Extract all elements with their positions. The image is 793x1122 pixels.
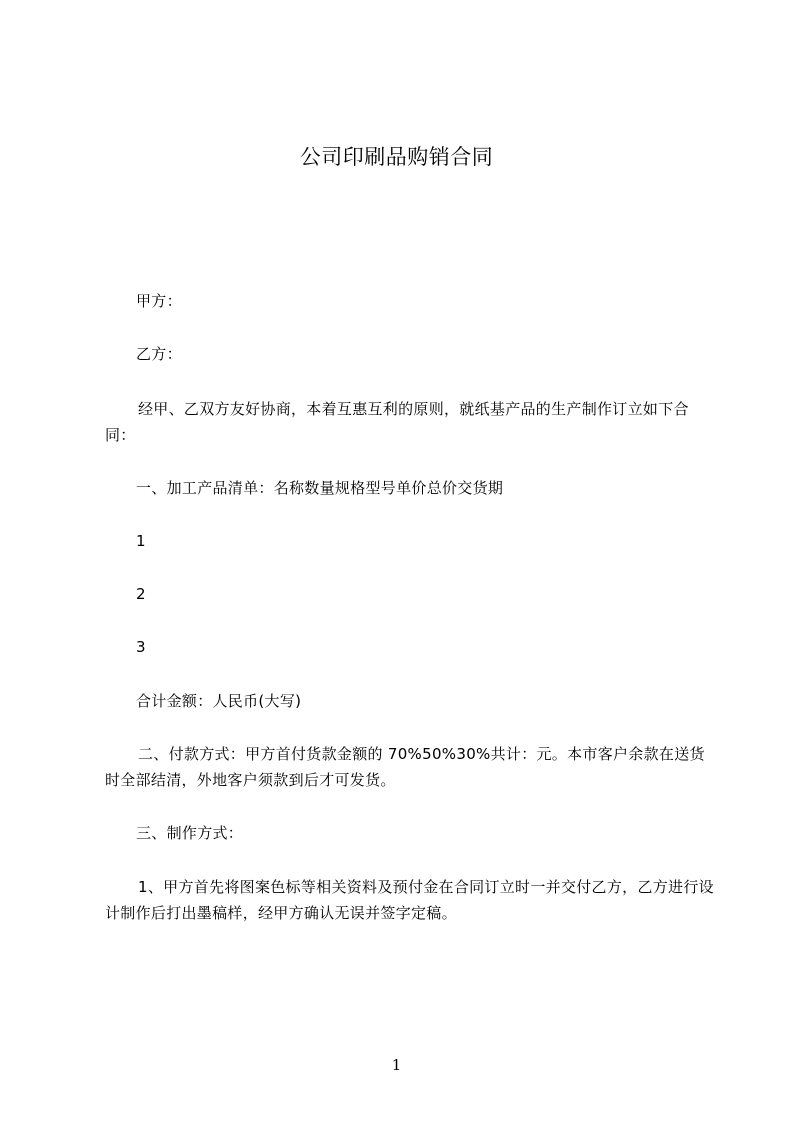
page-number: 1	[391, 1056, 402, 1074]
party-a-line: 甲方：	[136, 292, 182, 310]
total-amount-line: 合计金额：人民币(大写)	[136, 692, 302, 710]
item-row-3: 3	[136, 638, 146, 656]
party-b-line: 乙方：	[136, 345, 182, 363]
item-row-1: 1	[136, 532, 146, 550]
item-row-2: 2	[136, 585, 146, 603]
document-title: 公司印刷品购销合同	[299, 145, 494, 169]
section-2-paragraph: 二、付款方式：甲方首付货款金额的 70%50%30%共计：元。本市客户余款在送货时全部结清，外地客户须款到后才可发货。	[105, 745, 705, 789]
section-3-heading: 三、制作方式：	[136, 824, 244, 842]
clause-1-paragraph: 1、甲方首先将图案色标等相关资料及预付金在合同订立时一并交付乙方，乙方进行设计制作后打出墨稿样，经甲方确认无误并签字定稿。	[105, 878, 714, 922]
intro-paragraph: 经甲、乙双方友好协商，本着互惠互利的原则，就纸基产品的生产制作订立如下合同：	[105, 400, 689, 444]
section-1-heading: 一、加工产品清单：名称数量规格型号单价总价交货期	[136, 479, 504, 497]
